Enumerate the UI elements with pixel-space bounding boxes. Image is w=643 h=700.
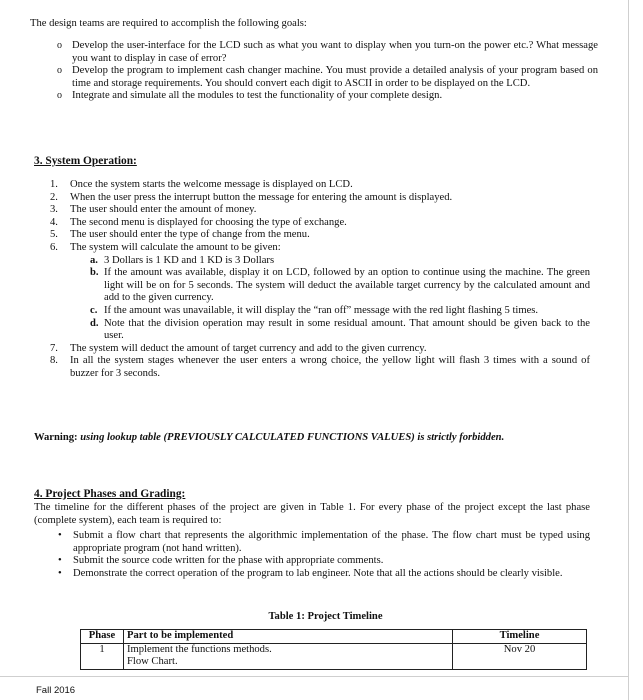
- table-caption-row: [0, 611, 643, 624]
- list-item-text: The user should enter the type of change from the menu.: [70, 229, 310, 241]
- sub-list: [70, 255, 590, 343]
- list-item: [50, 217, 590, 230]
- cell-part: [124, 643, 453, 669]
- goal-text: Develop the user-interface for the LCD such as what you want to display when you turn-on the power etc.? What message you want to display in case of error?: [72, 40, 598, 64]
- sub-list-text: If the amount was unavailable, it will display the “ran off” message with the red light flashing 5 times.: [104, 304, 539, 316]
- list-item: [50, 343, 590, 356]
- goals-list: [30, 40, 598, 103]
- list-item-text: The second menu is displayed for choosing the type of exchange.: [70, 216, 347, 228]
- sub-list-letter: c.: [90, 304, 98, 316]
- system-operation-list: [50, 179, 590, 381]
- column-header-timeline: Timeline: [453, 630, 587, 644]
- list-item-text: When the user press the interrupt button the message for entering the amount is displayed.: [70, 191, 453, 203]
- sub-list-item: [70, 318, 590, 343]
- cell-part-line: Implement the functions methods.: [127, 643, 272, 655]
- list-item: [55, 530, 590, 555]
- cell-timeline: Nov 20: [453, 643, 587, 669]
- project-timeline-table: [80, 629, 587, 670]
- bullet-icon: •: [58, 567, 62, 579]
- sub-list-text: If the amount was available, display it on LCD, followed by an option to continue using the machine. The green light will be on for 5 seconds. The system will deduct the available target currency by the calculated amount and add to the given currency.: [104, 267, 590, 304]
- section-heading-system-operation: 3. System Operation:: [34, 155, 137, 167]
- requirements-list: [55, 530, 590, 580]
- sub-list-letter: a.: [90, 254, 98, 266]
- sub-list-item: [70, 255, 590, 268]
- bullet-icon: •: [58, 555, 62, 567]
- section-heading-project-phases: 4. Project Phases and Grading:: [34, 488, 186, 500]
- section4-paragraph: The timeline for the different phases of the project are given in Table 1. For every phase of the project except the last phase (complete system), each team is required to:: [34, 502, 590, 526]
- warning-label: Warning:: [34, 432, 78, 443]
- hollow-bullet-icon: o: [57, 65, 62, 77]
- cell-phase: 1: [81, 643, 124, 669]
- list-number: 5.: [50, 229, 58, 241]
- list-number: 1.: [50, 179, 58, 190]
- page-edge-right: [628, 0, 629, 700]
- list-item: [55, 555, 590, 568]
- hollow-bullet-icon: o: [57, 40, 62, 51]
- list-item-text: Submit the source code written for the phase with appropriate comments.: [73, 555, 384, 567]
- sub-list-text: Note that the division operation may result in some residual amount. That amount should be given back to the user.: [104, 317, 590, 342]
- table-header-row: [81, 630, 587, 644]
- sub-list-letter: d.: [90, 317, 99, 329]
- list-number: 7.: [50, 342, 58, 354]
- warning-text: using lookup table (PREVIOUSLY CALCULATED FUNCTIONS VALUES) is strictly forbidden.: [80, 432, 505, 443]
- list-item-text: The user should enter the amount of money.: [70, 204, 257, 216]
- sub-list-text: 3 Dollars is 1 KD and 1 KD is 3 Dollars: [104, 254, 275, 266]
- goal-item: [30, 90, 598, 103]
- goal-item: [30, 65, 598, 90]
- column-header-part: Part to be implemented: [124, 630, 453, 644]
- list-item: [50, 355, 590, 380]
- cell-part-line: Flow Chart.: [127, 656, 178, 668]
- list-item-text: The system will deduct the amount of target currency and add to the given currency.: [70, 342, 427, 354]
- list-item-text: In all the system stages whenever the user enters a wrong choice, the yellow light will flash 3 times with a sound of buzzer for 3 seconds.: [70, 355, 590, 379]
- intro-text: The design teams are required to accomplish the following goals:: [30, 18, 307, 29]
- goal-text: Integrate and simulate all the modules to test the functionality of your complete design.: [72, 90, 443, 102]
- list-item: [50, 204, 590, 217]
- list-number: 8.: [50, 355, 58, 367]
- list-number: 3.: [50, 204, 58, 216]
- hollow-bullet-icon: o: [57, 90, 62, 102]
- list-item-text: Once the system starts the welcome message is displayed on LCD.: [70, 179, 353, 190]
- list-item-text: Submit a flow chart that represents the algorithmic implementation of the phase. The flow chart must be typed using appropriate program (not hand written).: [73, 530, 590, 554]
- list-number: 4.: [50, 216, 58, 228]
- list-item: [50, 242, 590, 343]
- list-number: 6.: [50, 241, 58, 253]
- sub-list-letter: b.: [90, 267, 99, 279]
- list-item-text: Demonstrate the correct operation of the program to lab engineer. Note that all the actions should be clearly visible.: [73, 567, 563, 579]
- column-header-phase: Phase: [81, 630, 124, 644]
- bullet-icon: •: [58, 530, 62, 541]
- goal-item: [30, 40, 598, 65]
- list-item-text: The system will calculate the amount to be given:: [70, 241, 281, 253]
- list-item: [50, 229, 590, 242]
- page-edge-bottom: [0, 676, 629, 677]
- footer-term: Fall 2016: [36, 685, 76, 696]
- sub-list-item: [70, 267, 590, 305]
- table-caption: Table 1: Project Timeline: [268, 611, 383, 622]
- list-item: [50, 179, 590, 192]
- table-row: [81, 643, 587, 669]
- goal-text: Develop the program to implement cash changer machine. You must provide a detailed analysis of your program based on time and storage requirements. You should convert each digit to ASCII in order to be displayed on the LCD.: [72, 65, 598, 89]
- sub-list-item: [70, 305, 590, 318]
- warning-paragraph: [34, 432, 614, 445]
- list-item: [50, 192, 590, 205]
- list-number: 2.: [50, 191, 58, 203]
- list-item: [55, 568, 590, 581]
